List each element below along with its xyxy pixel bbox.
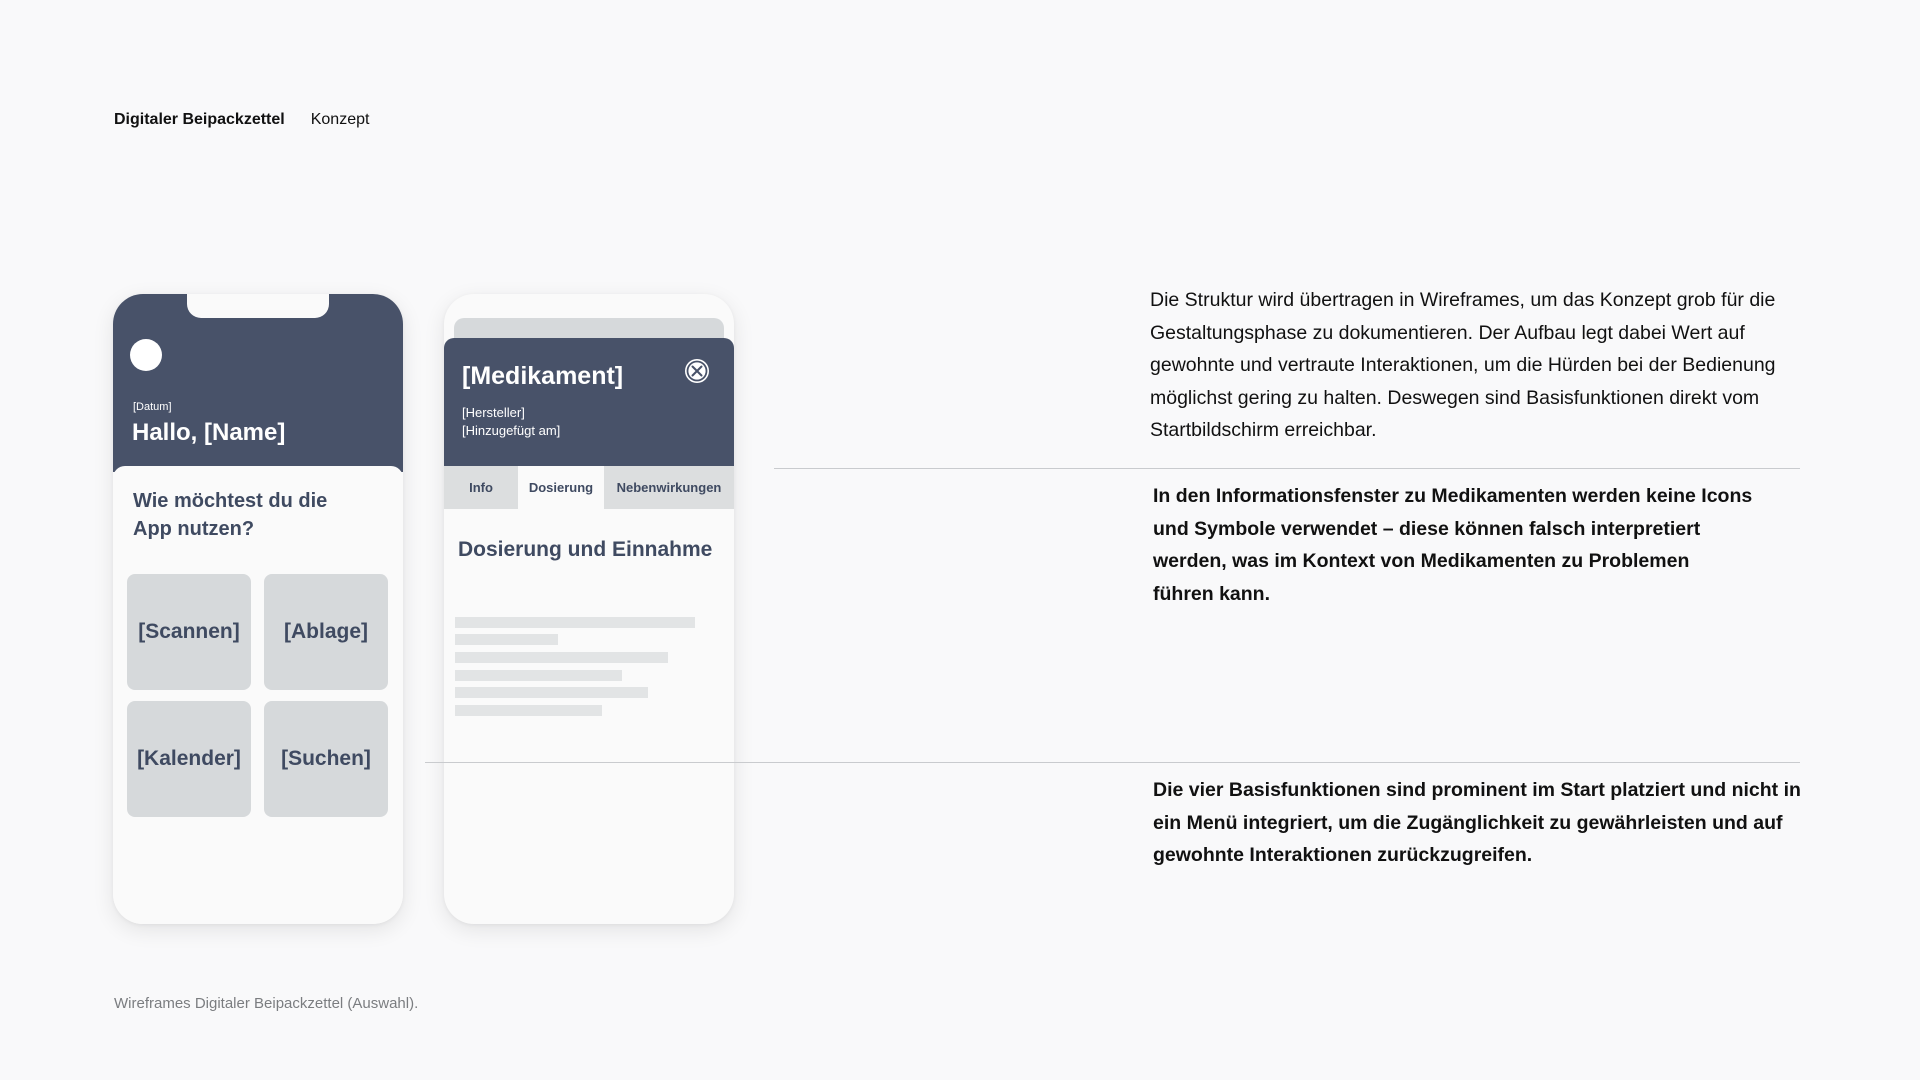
annotation-basic-functions: Die vier Basisfunktionen sind prominent im Start platziert und nicht in ein Menü integriert, um die Zugänglichkeit zu gewährleisten und auf gewohnte Interaktionen zurückzugreifen. — [1153, 779, 1801, 866]
search-button[interactable]: [Suchen] — [264, 701, 388, 817]
storage-button[interactable]: [Ablage] — [264, 574, 388, 690]
annotation-structure: Die Struktur wird übertragen in Wireframes, um das Konzept grob für die Gestaltungsphase zu dokumentieren. Der Aufbau legt dabei Wert auf gewohnte und vertraute Interaktionen, um die Hürden bei der Bedienung möglichst gering zu halten. Deswegen sind Basisfunktionen direkt vom Startbildschirm erreichbar. — [1150, 289, 1776, 441]
phone-notch — [518, 294, 660, 318]
scan-button[interactable]: [Scannen] — [127, 574, 251, 690]
section-heading: Dosierung und Einnahme — [458, 538, 713, 561]
avatar[interactable] — [130, 339, 162, 371]
close-button[interactable] — [684, 358, 710, 384]
added-date-label: [Hinzugefügt am] — [462, 423, 561, 438]
close-circle-icon — [684, 358, 710, 384]
wireframe-home-screen — [113, 294, 403, 924]
wireframe-detail-screen — [444, 294, 734, 924]
annotation-no-icons: In den Informationsfenster zu Medikamenten werden keine Icons und Symbole verwendet – diese können falsch interpretiert werden, was im Kontext von Medikamenten zu Problemen führen kann. — [1153, 485, 1753, 605]
tab-info[interactable]: Info — [469, 480, 493, 495]
medication-title: [Medikament] — [462, 362, 624, 390]
figure-caption: Wireframes Digitaler Beipackzettel (Auswahl). — [114, 995, 419, 1012]
section-label: Konzept — [310, 111, 370, 128]
tab-nebenwirkungen[interactable]: Nebenwirkungen — [616, 480, 722, 495]
project-title: Digitaler Beipackzettel — [114, 111, 285, 128]
greeting: Hallo, [Name] — [132, 419, 286, 446]
tab-dosierung[interactable]: Dosierung — [518, 466, 604, 509]
detail-tabs — [444, 466, 734, 509]
manufacturer-label: [Hersteller] — [462, 405, 525, 420]
phone-notch — [187, 294, 329, 318]
date-label: [Datum] — [133, 401, 172, 413]
page-header — [114, 111, 369, 129]
placeholder-line — [455, 652, 668, 663]
divider — [425, 762, 1800, 763]
placeholder-line — [455, 687, 648, 698]
placeholder-line — [455, 634, 558, 645]
divider — [774, 468, 1800, 469]
placeholder-line — [455, 617, 695, 628]
placeholder-line — [455, 670, 622, 681]
home-question: Wie möchtest du die App nutzen? — [133, 490, 328, 540]
placeholder-line — [455, 705, 602, 716]
calendar-button[interactable]: [Kalender] — [127, 701, 251, 817]
